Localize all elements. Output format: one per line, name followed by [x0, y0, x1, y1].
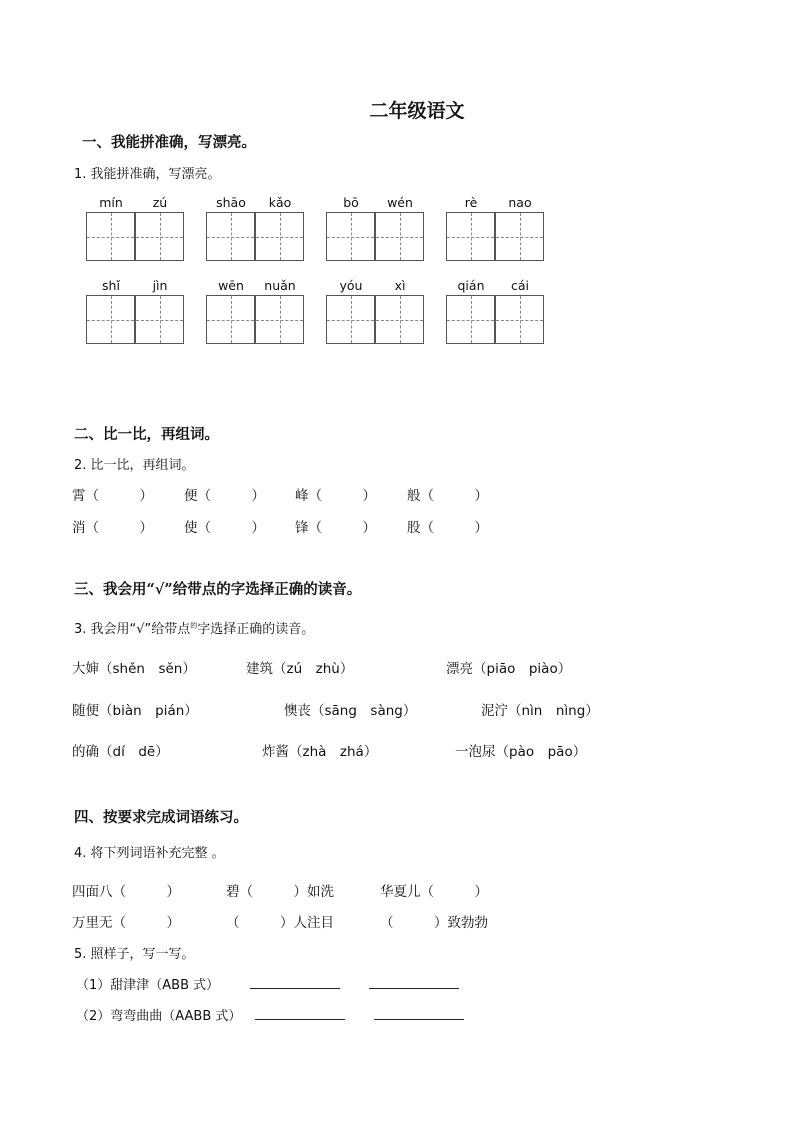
idiom-fill-item[interactable]: （ ）致勃勃: [380, 915, 488, 931]
writing-box[interactable]: [255, 295, 304, 344]
answer-blank[interactable]: [250, 988, 340, 989]
writing-box[interactable]: [375, 295, 424, 344]
idiom-fill-item[interactable]: （ ）人注目: [226, 915, 334, 931]
writing-box[interactable]: [255, 212, 304, 261]
question-3: [74, 618, 314, 637]
writing-box[interactable]: [86, 295, 135, 344]
pinyin-label: shǐ: [102, 278, 120, 293]
q5-item-1-label: （1）甜津津（ABB 式）: [76, 978, 220, 993]
pronunciation-item[interactable]: 的确（dí dē）: [72, 744, 169, 760]
pinyin-label: cái: [510, 278, 529, 293]
pinyin-label: bō: [343, 195, 359, 210]
writing-box[interactable]: [495, 295, 544, 344]
pronunciation-item[interactable]: 炸酱（zhà zhá）: [262, 744, 378, 760]
question-4: 4. 将下列词语补充完整 。: [74, 846, 225, 861]
word-compare-item[interactable]: 峰（ ）: [295, 488, 376, 504]
pronunciation-item[interactable]: 懊丧（sāng sàng）: [284, 703, 417, 719]
writing-box[interactable]: [375, 212, 424, 261]
pinyin-label: qián: [457, 278, 485, 293]
writing-box[interactable]: [495, 212, 544, 261]
pinyin-label: rè: [464, 195, 478, 210]
answer-blank[interactable]: [374, 1019, 464, 1020]
question-2: 2. 比一比，再组词。: [74, 458, 195, 473]
pronunciation-item[interactable]: 大婶（shěn sěn）: [72, 661, 196, 677]
idiom-fill-item[interactable]: 万里无（ ）: [72, 915, 180, 931]
question-5: 5. 照样子，写一写。: [74, 947, 195, 962]
section-1-heading: 一、我能拼准确，写漂亮。: [82, 134, 256, 151]
page-title: 二年级语文: [369, 100, 465, 122]
pinyin-label: nao: [508, 195, 532, 210]
answer-blank[interactable]: [255, 1019, 345, 1020]
word-compare-item[interactable]: 便（ ）: [184, 488, 265, 504]
pinyin-label: wēn: [218, 278, 244, 293]
question-1: 1. 我能拼准确，写漂亮。: [74, 167, 221, 182]
writing-box[interactable]: [135, 295, 184, 344]
writing-box[interactable]: [326, 295, 375, 344]
word-compare-item[interactable]: 使（ ）: [184, 520, 265, 536]
question-3-text-b: 字选择正确的读音。: [197, 622, 315, 637]
pinyin-label: xì: [394, 278, 406, 293]
pinyin-label: shāo: [216, 195, 246, 210]
answer-blank[interactable]: [369, 988, 459, 989]
pinyin-label: mín: [99, 195, 123, 210]
writing-box[interactable]: [86, 212, 135, 261]
section-2-heading: 二、比一比，再组词。: [74, 426, 219, 443]
word-compare-item[interactable]: 霄（ ）: [72, 488, 153, 504]
writing-box[interactable]: [446, 212, 495, 261]
pronunciation-item[interactable]: 泥泞（nìn nìng）: [481, 703, 599, 719]
question-3-text-a: 3. 我会用“√”给带点: [74, 622, 191, 637]
word-compare-item[interactable]: 消（ ）: [72, 520, 153, 536]
writing-box[interactable]: [206, 212, 255, 261]
writing-box[interactable]: [206, 295, 255, 344]
word-compare-item[interactable]: 股（ ）: [407, 520, 488, 536]
writing-box[interactable]: [446, 295, 495, 344]
section-3-heading: 三、我会用“√”给带点的字选择正确的读音。: [74, 581, 362, 598]
idiom-fill-item[interactable]: 四面八（ ）: [72, 884, 180, 900]
pinyin-label: kǎo: [268, 195, 292, 210]
dotted-char: 的: [190, 621, 198, 630]
idiom-fill-item[interactable]: 华夏儿（ ）: [380, 884, 488, 900]
pronunciation-item[interactable]: 一泡尿（pào pāo）: [455, 744, 587, 760]
section-4-heading: 四、按要求完成词语练习。: [74, 809, 248, 826]
idiom-fill-item[interactable]: 碧（ ）如洗: [226, 884, 334, 900]
word-compare-item[interactable]: 般（ ）: [407, 488, 488, 504]
word-compare-item[interactable]: 锋（ ）: [295, 520, 376, 536]
pinyin-label: nuǎn: [264, 278, 296, 293]
pinyin-label: wén: [387, 195, 413, 210]
pinyin-label: yóu: [339, 278, 363, 293]
pronunciation-item[interactable]: 漂亮（piāo piào）: [446, 661, 572, 677]
pinyin-label: jìn: [152, 278, 168, 293]
q5-item-2-label: （2）弯弯曲曲（AABB 式）: [76, 1009, 242, 1024]
pinyin-label: zú: [152, 195, 168, 210]
writing-box[interactable]: [135, 212, 184, 261]
pronunciation-item[interactable]: 随便（biàn pián）: [72, 703, 198, 719]
pronunciation-item[interactable]: 建筑（zú zhù）: [246, 661, 354, 677]
writing-box[interactable]: [326, 212, 375, 261]
